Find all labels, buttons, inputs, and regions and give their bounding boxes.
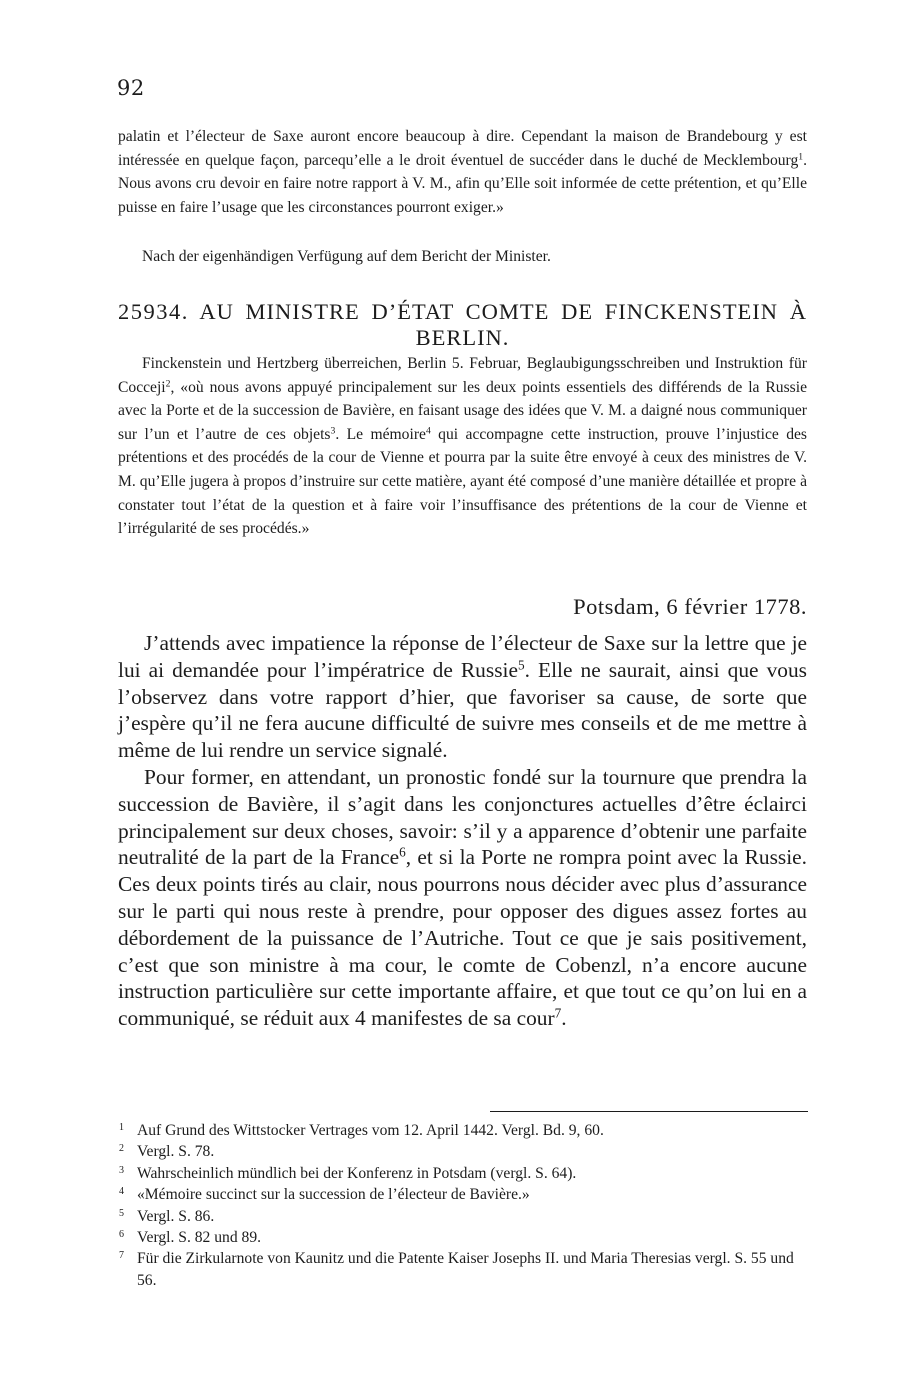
footnote-text: Vergl. S. 86. xyxy=(137,1207,215,1225)
footnote-text: Für die Zirkularnote von Kaunitz und die Patente Kaiser Josephs II. und Maria Theresias vergl. S. 55 und 56. xyxy=(137,1250,794,1289)
footnote-ref-6: 6 xyxy=(399,845,406,861)
letter-heading xyxy=(118,299,807,351)
quote-text: palatin et l’électeur de Saxe auront encore beaucoup à dire. Cependant la maison de Brandebourg y est intéressée en quelque façon, parcequ’elle a le droit éventuel de succéder dans le duché de Mecklembourg xyxy=(118,128,807,169)
footnote-ref-5: 5 xyxy=(517,657,525,673)
footnote-text: Auf Grund des Wittstocker Vertrages vom 12. April 1442. Vergl. Bd. 9, 60. xyxy=(137,1122,604,1139)
footnotes xyxy=(118,1120,808,1291)
footnote-ref-4: 4 xyxy=(425,425,431,437)
footnote xyxy=(118,1206,808,1227)
letter-text: Pour former, en attendant, un pronostic fondé sur la tournure que prendra la succession de Bavière, il s’agit dans les conjonctures actuelles d’être éclairci principalement sur deux choses, savoir: s’il y a apparence d’obtenir une parfaite neutralité de la part de la France xyxy=(118,764,807,870)
footnote-ref-3: 3 xyxy=(330,425,336,437)
footnote xyxy=(118,1120,808,1141)
footnote-mark: 4 xyxy=(119,1186,124,1198)
footnote xyxy=(118,1227,808,1248)
summary-paragraph xyxy=(118,352,807,541)
footnote-text: Wahrscheinlich mündlich bei der Konferenz in Potsdam (vergl. S. 64). xyxy=(137,1164,577,1182)
footnote xyxy=(118,1184,808,1205)
continued-quote xyxy=(118,125,807,219)
letter-text: . xyxy=(561,1006,567,1031)
footnote-mark: 2 xyxy=(119,1143,124,1155)
letter-text: J’attends avec impatience la réponse de l’électeur de Saxe sur la lettre que je lui ai demandée pour l’impératrice de Russie xyxy=(118,631,807,682)
letter-paragraph xyxy=(118,630,807,764)
summary-text: . Le mémoire xyxy=(335,425,426,443)
footnote-mark: 5 xyxy=(119,1207,124,1219)
letter-paragraph xyxy=(118,764,807,1032)
footnote xyxy=(118,1248,808,1291)
footnote-ref-1: 1 xyxy=(798,151,804,163)
footnote-ref-7: 7 xyxy=(554,1005,562,1021)
summary-text: Finckenstein und Hertzberg überreichen, Berlin 5. Februar, Beglaubigungsschreiben und Instruktion für Cocceji xyxy=(118,355,807,396)
source-note: Nach der eigenhändigen Verfügung auf dem Bericht der Minister. xyxy=(142,248,551,265)
letter-text: , et si la Porte ne rompra point avec la Russie. Ces deux points tirés au clair, nous pourrons nous décider avec plus d’assurance sur le parti qui nous reste à prendre, pour opposer des digues assez fortes au débordement de la puissance de l’Autriche. Tout ce que je sais positivement, c’est que son ministre à ma cour, le comte de Cobenzl, n’a encore aucune instruction particulière sur cette importante affaire, et que tout ce qu’on lui en a communiqué, se réduit aux 4 manifestes de sa cour xyxy=(118,845,807,1031)
letter-body xyxy=(118,630,807,1032)
page-number: 92 xyxy=(117,76,145,100)
summary-text: , «où nous avons appuyé principalement sur les deux points essentiels des différends de la Russie avec la Porte et de la succession de Bavière, en faisant usage des idées que V. M. a daigné nous communiquer sur l’un et l’autre de ces objets xyxy=(118,378,807,443)
footnote-mark: 1 xyxy=(119,1122,124,1133)
footnote-mark: 3 xyxy=(119,1164,124,1176)
letter-number: 25934. xyxy=(118,299,189,324)
footnote-mark: 6 xyxy=(119,1229,124,1241)
quote-text-after: . Nous avons cru devoir en faire notre rapport à V. M., afin qu’Elle soit informée de cette prétention, et qu’Elle puisse en faire l’usage que les circonstances pourront exiger.» xyxy=(118,151,807,216)
footnote-text: «Mémoire succinct sur la succession de l’électeur de Bavière.» xyxy=(137,1186,530,1204)
letter-text: . Elle ne saurait, ainsi que vous l’observez dans votre rapport d’hier, que favoriser sa cause, de sorte que j’espère qu’il ne fera aucune difficulté de suivre mes conseils et de me mettre à même de lui rendre un service signalé. xyxy=(118,657,807,763)
dateline: Potsdam, 6 février 1778. xyxy=(573,594,807,619)
footnote-ref-2: 2 xyxy=(165,378,171,390)
footnote xyxy=(118,1163,808,1184)
footnote-text: Vergl. S. 82 und 89. xyxy=(137,1229,262,1247)
footnote-text: Vergl. S. 78. xyxy=(137,1143,215,1161)
footnote xyxy=(118,1141,808,1162)
summary-text: qui accompagne cette instruction, prouve l’injustice des prétentions et des procédés de la cour de Vienne et pourra par la suite être envoyé à ceux des ministres de V. M. qu’Elle jugera à propos d’instruire sur cette matière, ayant été composé d’une manière détaillée et propre à constater tout l’état de la question et à faire voir l’insuffisance des prétentions de la cour de Vienne et l’irrégularité de ses procédés.» xyxy=(118,425,807,538)
footnote-divider xyxy=(490,1111,808,1112)
letter-title: AU MINISTRE D’ÉTAT COMTE DE FINCKENSTEIN À BERLIN. xyxy=(199,299,807,350)
footnote-mark: 7 xyxy=(119,1250,124,1262)
